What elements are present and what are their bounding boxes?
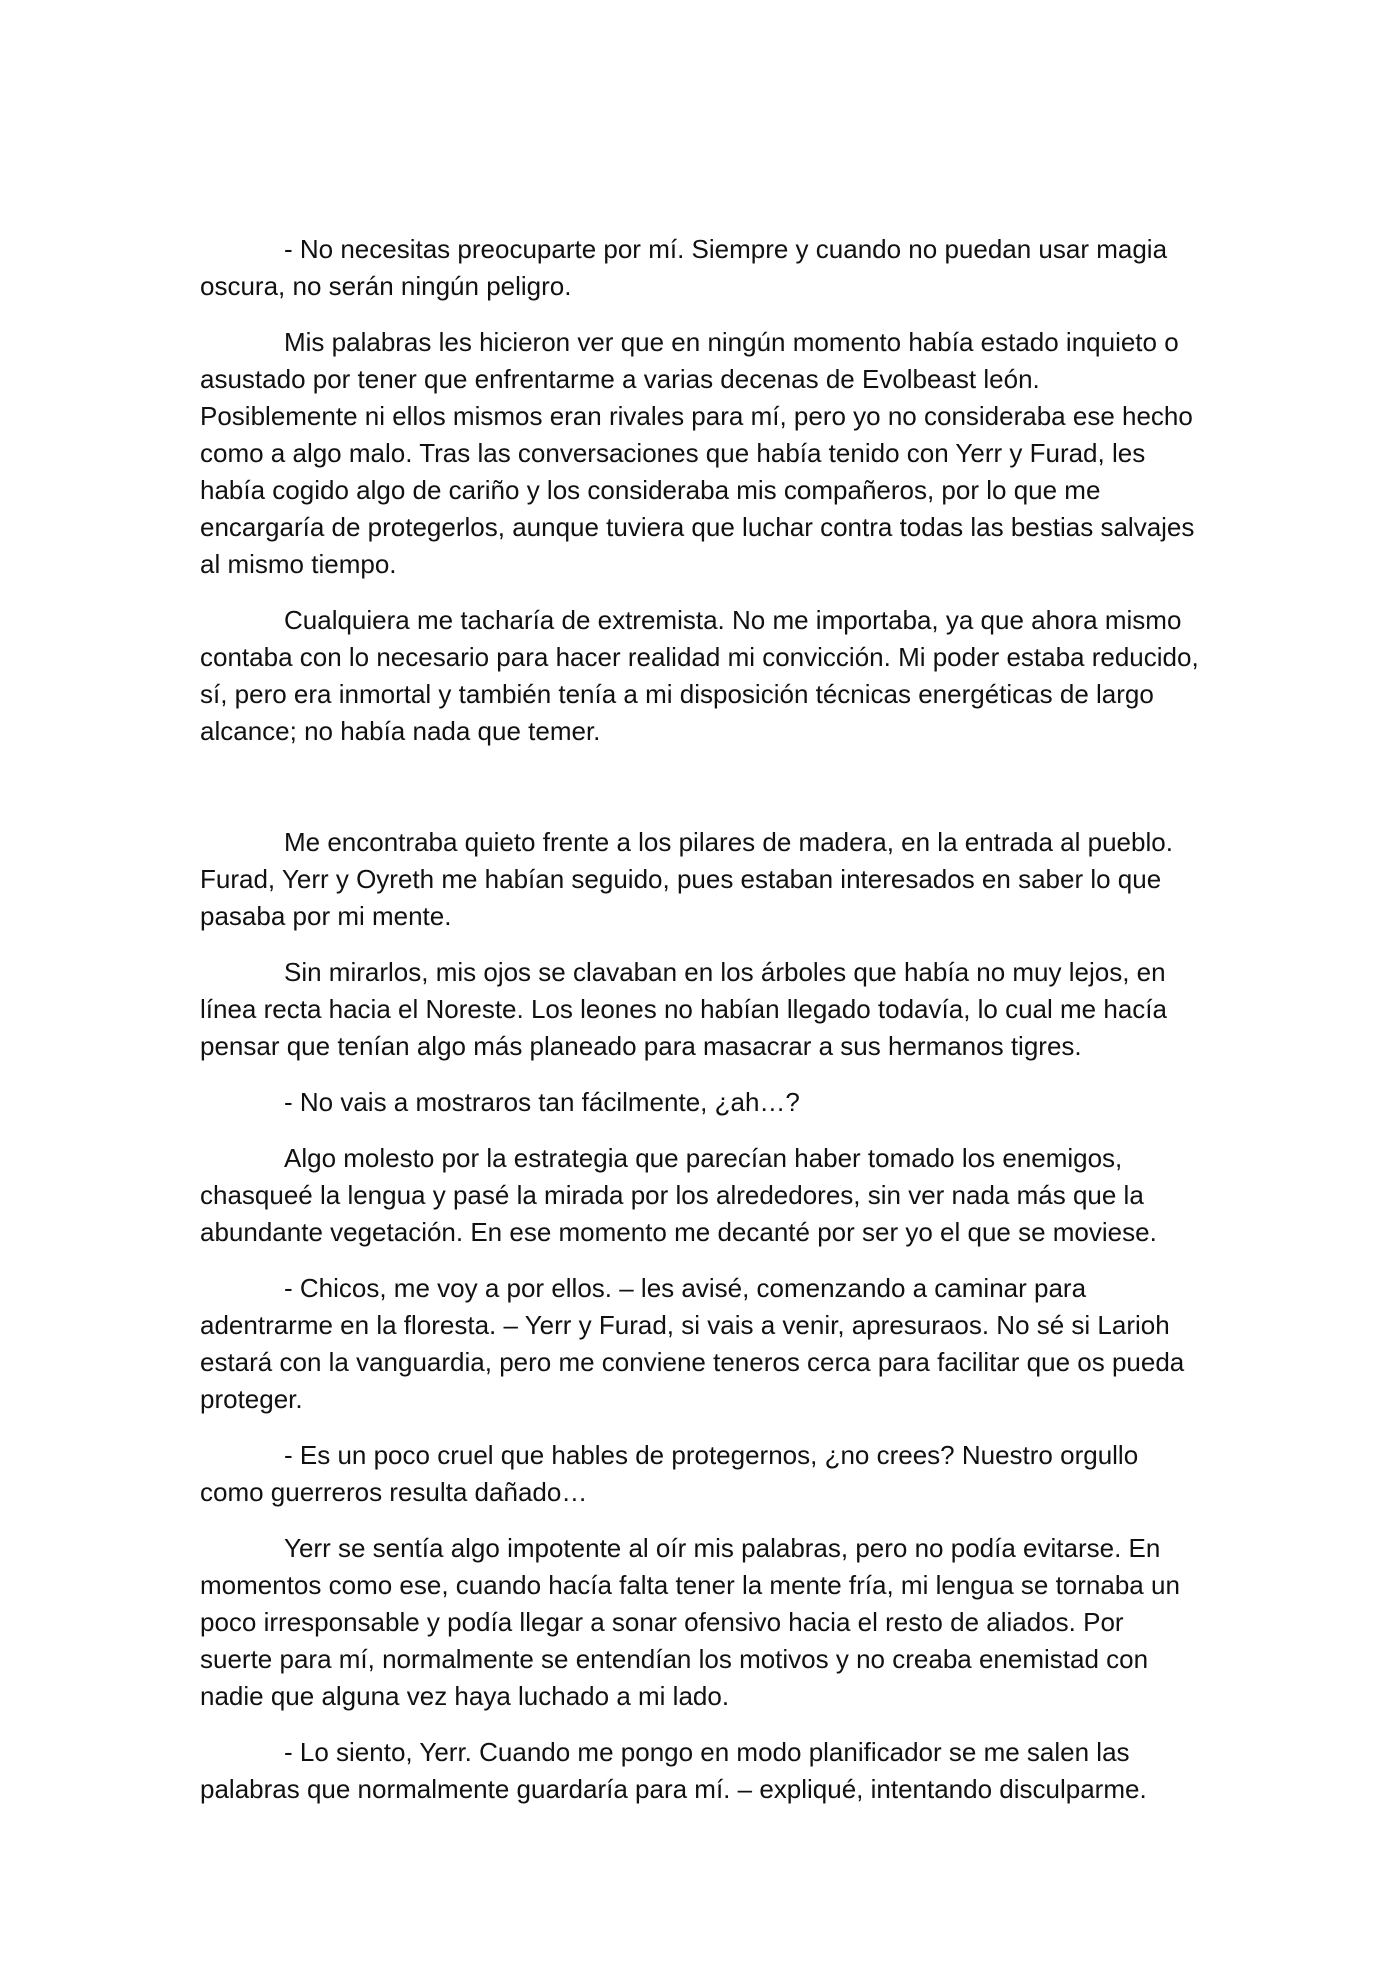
section-break bbox=[200, 769, 1200, 824]
paragraph-4: Me encontraba quieto frente a los pilares de madera, en la entrada al pueblo. Furad, Yerr y Oyreth me habían seguido, pues estaban interesados en saber lo que pasaba por mi mente. bbox=[200, 827, 1173, 931]
paragraph-7: Algo molesto por la estrategia que parecían haber tomado los enemigos, chasqueé la lengua y pasé la mirada por los alrededores, sin ver nada más que la abundante vegetación. En ese momento me decanté por ser yo el que se moviese. bbox=[200, 1143, 1157, 1247]
paragraph-6: - No vais a mostraros tan fácilmente, ¿ah…? bbox=[284, 1087, 800, 1117]
paragraph-11: - Lo siento, Yerr. Cuando me pongo en modo planificador se me salen las palabras que normalmente guardaría para mí. – expliqué, intentando disculparme. bbox=[200, 1737, 1147, 1804]
paragraph-1: - No necesitas preocuparte por mí. Siempre y cuando no puedan usar magia oscura, no serán ningún peligro. bbox=[200, 234, 1168, 301]
paragraph-5: Sin mirarlos, mis ojos se clavaban en los árboles que había no muy lejos, en línea recta hacia el Noreste. Los leones no habían llegado todavía, lo cual me hacía pensar que tenían algo más planeado para masacrar a sus hermanos tigres. bbox=[200, 957, 1167, 1061]
paragraph-9: - Es un poco cruel que hables de protegernos, ¿no crees? Nuestro orgullo como guerreros resulta dañado… bbox=[200, 1440, 1139, 1507]
body-text bbox=[200, 231, 1200, 1827]
paragraph-10: Yerr se sentía algo impotente al oír mis palabras, pero no podía evitarse. En momentos como ese, cuando hacía falta tener la mente fría, mi lengua se tornaba un poco irresponsable y podía llegar a sonar ofensivo hacia el resto de aliados. Por suerte para mí, normalmente se entendían los motivos y no creaba enemistad con nadie que alguna vez haya luchado a mi lado. bbox=[200, 1533, 1180, 1711]
paragraph-2: Mis palabras les hicieron ver que en ningún momento había estado inquieto o asustado por tener que enfrentarme a varias decenas de Evolbeast león. Posiblemente ni ellos mismos eran rivales para mí, pero yo no consideraba ese hecho como a algo malo. Tras las conversaciones que había tenido con Yerr y Furad, les había cogido algo de cariño y los consideraba mis compañeros, por lo que me encargaría de protegerlos, aunque tuviera que luchar contra todas las bestias salvajes al mismo tiempo. bbox=[200, 327, 1195, 579]
paragraph-8: - Chicos, me voy a por ellos. – les avisé, comenzando a caminar para adentrarme en la floresta. – Yerr y Furad, si vais a venir, apresuraos. No sé si Larioh estará con la vanguardia, pero me conviene teneros cerca para facilitar que os pueda proteger. bbox=[200, 1273, 1185, 1414]
paragraph-3: Cualquiera me tacharía de extremista. No me importaba, ya que ahora mismo contaba con lo necesario para hacer realidad mi convicción. Mi poder estaba reducido, sí, pero era inmortal y también tenía a mi disposición técnicas energéticas de largo alcance; no había nada que temer. bbox=[200, 605, 1199, 746]
